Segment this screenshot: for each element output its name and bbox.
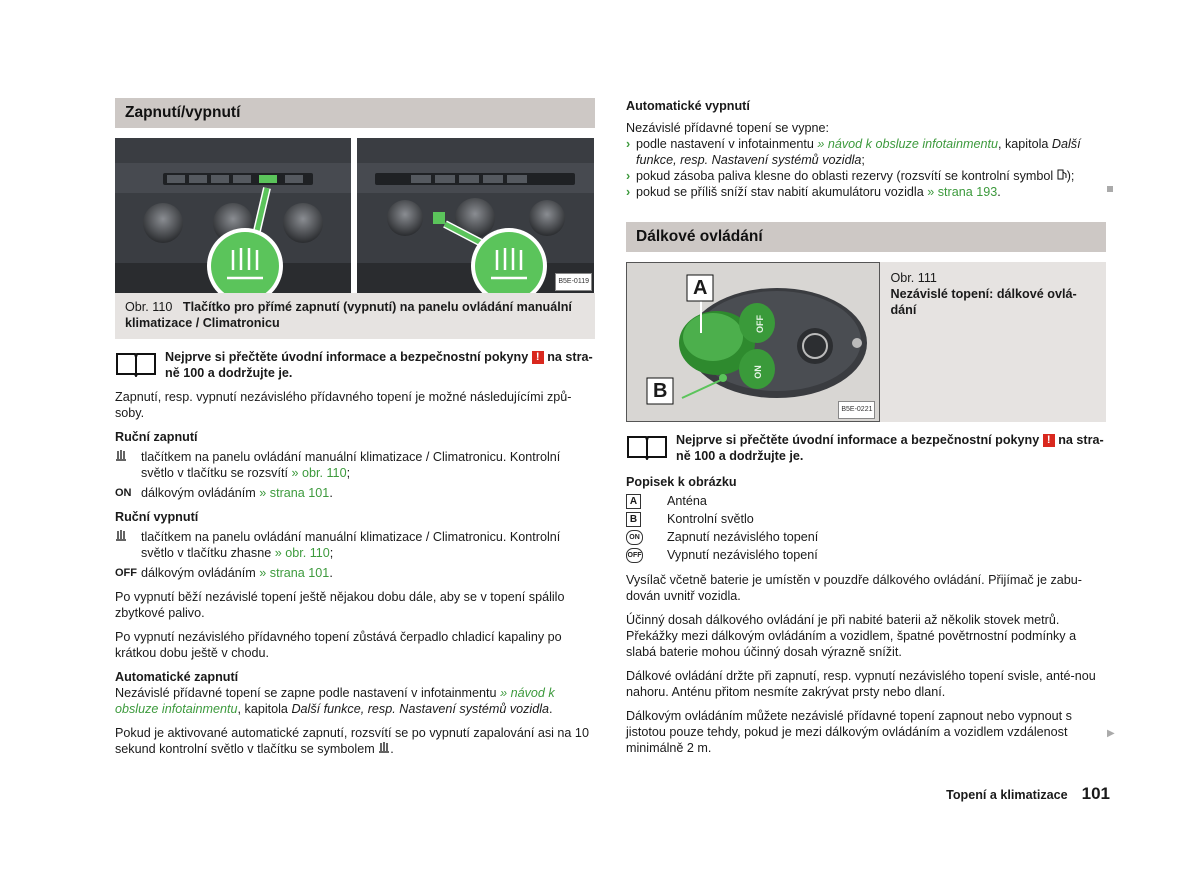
auto-off-bullet-2: › pokud zásoba paliva klesne do oblasti rezervy (rozsvítí se kontrolní symbol ); — [626, 169, 1075, 183]
heater-icon — [115, 449, 141, 481]
warning-notice — [626, 432, 1106, 464]
remote-paragraph-2: Účinný dosah dálkového ovládání je při nabité baterii až několik stovek metrů. Překážky mezi dálkovým ovládáním a vozidlem, špatné povětrnostní podmínky a slabá baterie mohou účinný dosah výrazně snížit. — [626, 613, 1077, 659]
chevron-right-icon: › — [626, 137, 631, 151]
link-infotainment-manual[interactable]: » návod k obsluze infotainmentu — [115, 686, 555, 716]
legend-text: Kontrolní světlo — [667, 512, 754, 526]
figure-111 — [626, 262, 1106, 422]
link-strana-101[interactable]: » strana 101 — [259, 566, 330, 580]
legend-item — [626, 528, 1106, 546]
manual-off-text-2: dálkovým ovládáním — [141, 566, 256, 580]
bullet-3-text: pokud se příliš sníží stav nabití akumulátoru vozidla — [636, 185, 924, 199]
legend-heading: Popisek k obrázku — [626, 475, 737, 489]
link-strana-193[interactable]: » strana 193 — [927, 185, 998, 199]
book-icon — [115, 351, 157, 377]
figure-110-climate-panel — [115, 138, 594, 293]
legend-item — [626, 546, 1106, 564]
legend-key-a: A — [626, 494, 641, 509]
auto-on-paragraph: Nezávislé přídavné topení se zapne podle nastavení v infotainmentu » návod k obsluze infotainmentu, kapitola Další funkce, resp. Nastavení systémů vozidla. — [115, 686, 555, 716]
paragraph-3: Pokud je aktivované automatické zapnutí, rozsvítí se po vypnutí zapalování asi na 10 sekund kontrolní světlo v tlačítku se symbolem . — [115, 726, 589, 756]
manual-on-item-1: tlačítkem na panelu ovládání manuální klimatizace / Climatronicu. Kontrolní světlo v tlačítku se rozsvítí » obr. 110; — [115, 449, 595, 481]
heater-icon — [115, 529, 141, 561]
manual-on-text-1: tlačítkem na panelu ovládání manuální klimatizace / Climatronicu. Kontrolní světlo v tlačítku se rozsvítí — [141, 450, 561, 480]
legend-key-on: ON — [626, 530, 643, 545]
right-column — [626, 98, 1106, 756]
chevron-right-icon: › — [626, 185, 631, 199]
manual-on-text-2: dálkovým ovládáním — [141, 486, 256, 500]
auto-on-italic: Další funkce, resp. Nastavení systémů vozidla — [291, 702, 550, 716]
climate-panel-illustration — [115, 138, 594, 293]
bullet-1-text-a: podle nastavení v infotainmentu — [636, 137, 814, 151]
link-obr-110[interactable]: » obr. 110 — [274, 546, 330, 560]
warning-text-b: na stra-ně 100 a dodržujte je. — [165, 350, 593, 380]
link-infotainment-manual[interactable]: » návod k obsluze infotainmentu — [817, 137, 998, 151]
legend-item — [626, 510, 1106, 528]
warning-text-a: Nejprve si přečtěte úvodní informace a bezpečnostní pokyny — [676, 433, 1040, 447]
warning-notice — [115, 349, 595, 381]
auto-on-text-b: , kapitola — [237, 702, 288, 716]
remote-paragraph-4: Dálkovým ovládáním můžete nezávislé přídavné topení zapnout nebo vypnout s jistotou pouze tehdy, pokud je mezi dálkovým ovládáním a vozidlem vzdálenost minimálně 2 m. — [626, 709, 1072, 755]
legend-list — [626, 492, 1106, 564]
legend-item — [626, 492, 1106, 510]
auto-off-heading: Automatické vypnutí — [626, 99, 750, 113]
figure-110-caption — [115, 293, 595, 339]
page-number: 101 — [1081, 784, 1110, 803]
on-icon: ON — [115, 487, 132, 499]
left-column — [115, 98, 595, 757]
label-b: B — [653, 380, 668, 402]
legend-text: Zapnutí nezávislého topení — [667, 530, 819, 544]
figure-111-caption — [880, 262, 1106, 422]
warning-icon: ! — [1043, 434, 1055, 447]
continue-arrow-icon: ▶ — [1107, 728, 1115, 739]
footer-chapter-title: Topení a klimatizace — [946, 788, 1068, 802]
manual-off-item-2: OFF dálkovým ovládáním » strana 101. — [115, 566, 333, 580]
manual-off-text-1: tlačítkem na panelu ovládání manuální klimatizace / Climatronicu. Kontrolní světlo v tlačítku zhasne — [141, 530, 561, 560]
warning-text-b: na stra-ně 100 a dodržujte je. — [676, 433, 1104, 463]
auto-off-bullet-1: › podle nastavení v infotainmentu » návod k obsluze infotainmentu, kapitola Další funkce, resp. Nastavení systémů vozidla; — [626, 137, 1081, 167]
warning-icon: ! — [532, 351, 544, 364]
remote-paragraph-3: Dálkové ovládání držte při zapnutí, resp. vypnutí nezávislého topení svisle, anté-nou nahoru. Anténu přitom nesmíte zakrývat prsty nebo dlaní. — [626, 669, 1096, 699]
link-strana-101[interactable]: » strana 101 — [259, 486, 330, 500]
paragraph-3-text: Pokud je aktivované automatické zapnutí, rozsvítí se po vypnutí zapalování asi na 10 sekund kontrolní světlo v tlačítku se symbolem — [115, 726, 589, 756]
figure-code: B5E-0119 — [555, 273, 592, 291]
page-footer — [940, 786, 1110, 803]
intro-paragraph: Zapnutí, resp. vypnutí nezávislého přídavného topení je možné následujícími způ-soby. — [115, 390, 572, 420]
on-button-label: ON — [752, 365, 763, 379]
chevron-right-icon: › — [626, 169, 631, 183]
caption-text: Nezávislé topení: dálkové ovlá-dání — [890, 287, 1077, 317]
paragraph-1: Po vypnutí běží nezávislé topení ještě nějakou dobu dále, aby se v topení spálilo zbytkové palivo. — [115, 590, 565, 620]
figure-code: B5E-0221 — [838, 401, 875, 419]
section-title-remote: Dálkové ovládání — [626, 222, 1106, 252]
remote-paragraph-1: Vysílač včetně baterie je umístěn v pouzdře dálkového ovládání. Přijímač je zabu-dován uvnitř vozidla. — [626, 573, 1082, 603]
legend-key-b: B — [626, 512, 641, 527]
bullet-2-text: pokud zásoba paliva klesne do oblasti rezervy (rozsvítí se kontrolní symbol — [636, 169, 1054, 183]
auto-on-text-a: Nezávislé přídavné topení se zapne podle nastavení v infotainmentu — [115, 686, 497, 700]
book-icon — [626, 434, 668, 460]
link-obr-110[interactable]: » obr. 110 — [291, 466, 347, 480]
caption-number: Obr. 111 — [890, 271, 937, 285]
auto-on-heading: Automatické zapnutí — [115, 670, 239, 684]
manual-on-item-2: ON dálkovým ovládáním » strana 101. — [115, 486, 333, 500]
bullet-1-text-b: , kapitola — [997, 137, 1049, 151]
legend-text: Anténa — [667, 494, 707, 508]
caption-number: Obr. 110 — [125, 300, 173, 314]
auto-off-intro: Nezávislé přídavné topení se vypne: — [626, 121, 830, 135]
heater-icon — [378, 741, 390, 753]
warning-text-a: Nejprve si přečtěte úvodní informace a bezpečnostní pokyny — [165, 350, 529, 364]
auto-off-bullet-3: › pokud se příliš sníží stav nabití akumulátoru vozidla » strana 193. — [626, 185, 1001, 199]
caption-text: Tlačítko pro přímé zapnutí (vypnutí) na panelu ovládání manuální klimatizace / Climatronicu — [125, 300, 572, 330]
manual-off-heading: Ruční vypnutí — [115, 510, 199, 524]
manual-on-heading: Ruční zapnutí — [115, 430, 198, 444]
off-icon: OFF — [115, 567, 137, 579]
label-a: A — [693, 277, 708, 299]
figure-111-remote-illustration — [626, 262, 880, 422]
fuel-pump-icon — [1057, 168, 1067, 180]
section-title-on-off: Zapnutí/vypnutí — [115, 98, 595, 128]
section-end-marker — [1107, 186, 1113, 192]
bullet-1-italic: Další funkce, resp. Nastavení systémů vozidla — [636, 137, 1081, 167]
paragraph-2: Po vypnutí nezávislého přídavného topení zůstává čerpadlo chladicí kapaliny po krátkou dobu ještě v chodu. — [115, 630, 562, 660]
legend-text: Vypnutí nezávislého topení — [667, 548, 818, 562]
off-button-label: OFF — [755, 315, 765, 333]
legend-key-off: OFF — [626, 548, 643, 563]
manual-off-item-1: tlačítkem na panelu ovládání manuální klimatizace / Climatronicu. Kontrolní světlo v tlačítku zhasne » obr. 110; — [115, 529, 595, 561]
